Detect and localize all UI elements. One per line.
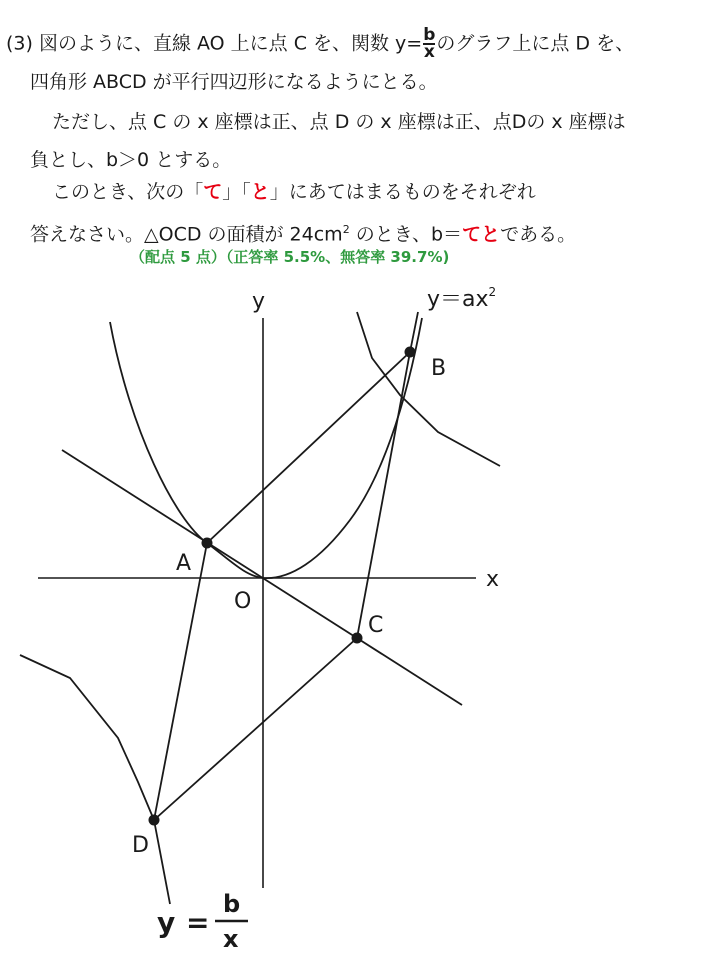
- hyperbola-label: [157, 890, 248, 953]
- label-B: B: [431, 356, 447, 381]
- svg-text:b: b: [223, 890, 241, 918]
- svg-text:=: =: [186, 906, 210, 939]
- score-stats: （配点 5 点）（正答率 5.5%、無答率 39.7%): [130, 248, 450, 266]
- point-B: [405, 347, 416, 358]
- x-axis-label: x: [486, 567, 500, 592]
- svg-text:x: x: [223, 925, 239, 953]
- question-line-3: ただし、点 C の x 座標は正、点 D の x 座標は正、点Dの x 座標は: [52, 111, 626, 133]
- label-C: C: [368, 613, 384, 638]
- origin-label: O: [234, 589, 252, 614]
- label-A: A: [176, 551, 192, 576]
- answer-blank-te: て: [462, 223, 482, 246]
- svg-text:y: y: [157, 906, 176, 939]
- label-D: D: [132, 833, 149, 858]
- fraction-b-over-x: $\frac{b}{x}$: [423, 25, 436, 62]
- parabola-label: $y=ax^2$: [427, 285, 497, 312]
- hyperbola-lower-branch: [20, 655, 170, 904]
- question-line-1: (3) 図のように、直線 AO 上に点 C を、関数 y= $\frac{b}{x}$ のグラフ上に点 D を、: [6, 25, 635, 62]
- question-number: (3): [6, 32, 33, 55]
- question-line-6: 答えなさい。△OCD の面積が $24cm^2$ のとき、b＝てとである。: [30, 223, 577, 246]
- question-line-2: 四角形 ABCD が平行四辺形になるようにとる。: [30, 71, 438, 93]
- question-line-4: 負とし、b＞0 とする。: [30, 149, 232, 171]
- point-D: [149, 815, 160, 826]
- blank-to: と: [250, 181, 270, 203]
- blank-te: て: [203, 181, 223, 203]
- y-axis-label: y: [252, 289, 266, 314]
- point-C: [352, 633, 363, 644]
- answer-blank-to: と: [481, 223, 501, 246]
- hyperbola-upper-branch: [357, 312, 500, 466]
- question-line-5: このとき、次の「て」「と」にあてはまるものをそれぞれ: [52, 181, 536, 203]
- point-A: [202, 538, 213, 549]
